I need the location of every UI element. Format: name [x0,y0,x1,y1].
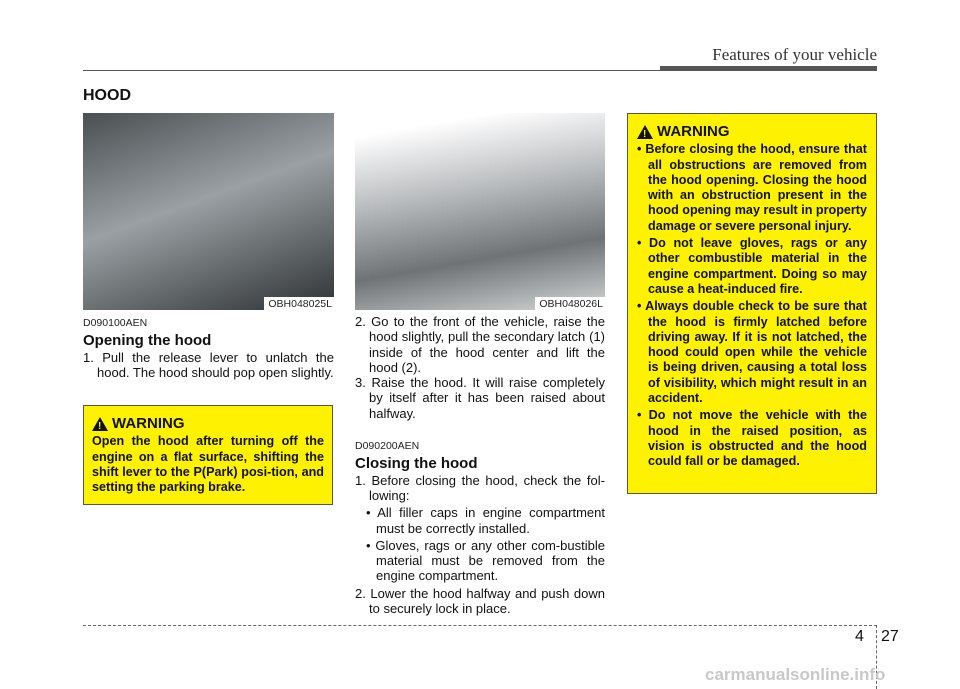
warning-title: WARNING [112,415,185,432]
chapter-number: 4 [855,628,864,645]
hood-latch-image [355,113,605,310]
step: 1. Pull the release lever to unlatch the hood. The hood should pop open slightly. [83,349,334,380]
warning-box [83,405,333,505]
section-title: HOOD [83,87,131,104]
hood-release-lever-image [83,113,334,310]
warning-icon [637,125,653,139]
watermark: carmanualsonline.info [705,665,886,684]
warning-box [627,113,877,494]
subsection-title: Closing the hood [355,455,478,473]
warning-item: • Do not move the vehicle with the hood in the raised position, as vision is obstructed and the hood could fall or be damaged. [637,408,867,469]
bullet: • All filler caps in engine compartment must be correctly installed. [366,505,605,536]
bullet: • Gloves, rags or any other com-bustible material must be removed from the engine compartment. [366,537,605,584]
middle-column [355,314,605,616]
warning-icon [92,417,108,431]
warning-item: • Before closing the hood, ensure that all obstructions are removed from the hood opening. Closing the hood with an obstruction present in the hood opening may result in property damage or severe personal injury. [637,142,868,233]
step: 3. Raise the hood. It will raise completely by itself after it has been raised about halfway. [355,375,605,421]
subsection-title: Opening the hood [83,332,212,350]
page-number: 27 [881,628,899,645]
warning-item: • Always double check to be sure that the hood is firmly latched before driving away. If it is not latched, the hood could open while the vehicle is being driven, causing a total loss of visibility, which might result in an accident. [637,299,867,406]
step: 2. Go to the front of the vehicle, raise the hood slightly, pull the secondary latch (1) inside of the hood center and lift the hood (2). [355,314,605,375]
step: 1. Before closing the hood, check the fol-lowing: [355,472,605,503]
header-rule [83,70,877,71]
image-caption: OBH048026L [535,297,605,310]
warning-text: Open the hood after turning off the engine on a flat surface, shifting the shift lever to the P(Park) posi-tion, and setting the parking brake. [92,434,324,495]
warning-item: • Do not leave gloves, rags or any other combustible material in the engine compartment. Doing so may cause a heat-induced fire. [637,236,867,296]
running-header: Features of your vehicle [712,45,877,64]
section-code: D090100AEN [83,317,148,329]
opening-section [83,316,334,380]
section-code: D090200AEN [355,440,420,453]
step: 2. Lower the hood halfway and push down to securely lock in place. [355,585,605,617]
warning-title: WARNING [657,123,730,140]
footer-rule [83,625,877,626]
image-caption: OBH048025L [264,297,334,310]
